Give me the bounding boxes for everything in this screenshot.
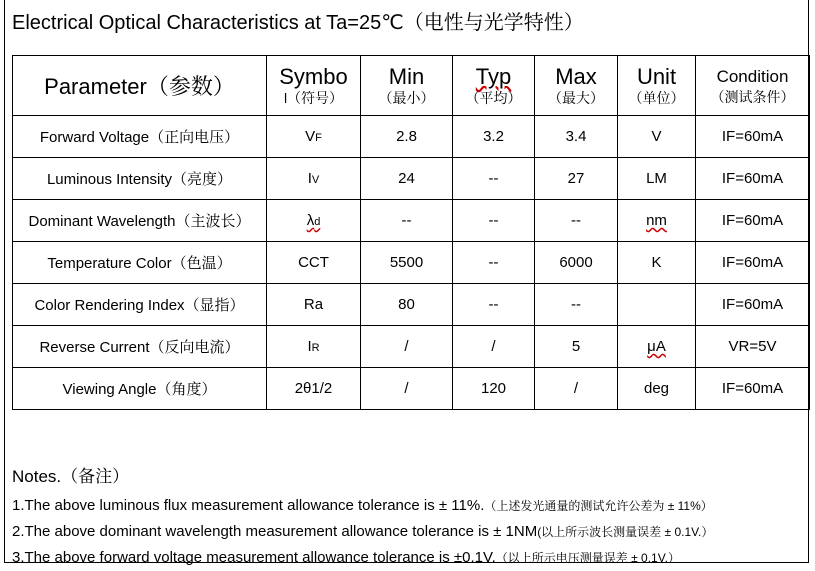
note-item: 3.The above forward voltage measurement allowance tolerance is ±0.1V.（以上所示电压测量误差 ± 0.1V.） xyxy=(12,549,680,566)
cell-typ: -- xyxy=(453,158,535,200)
cell-min: -- xyxy=(361,200,453,242)
table-header-row xyxy=(13,56,810,116)
cell-max: -- xyxy=(535,200,618,242)
cell-typ: -- xyxy=(453,200,535,242)
cell-condition: IF=60mA xyxy=(696,368,810,410)
cell-max: 27 xyxy=(535,158,618,200)
notes-title: Notes.（备注） xyxy=(12,467,130,486)
cell-parameter: Color Rendering Index（显指） xyxy=(13,284,267,326)
cell-condition: VR=5V xyxy=(696,326,810,368)
cell-parameter: Dominant Wavelength（主波长） xyxy=(13,200,267,242)
table-row xyxy=(13,158,810,200)
header-unit: Unit （单位） xyxy=(618,56,696,116)
cell-min: 2.8 xyxy=(361,116,453,158)
cell-typ: 3.2 xyxy=(453,116,535,158)
cell-parameter: Viewing Angle（角度） xyxy=(13,368,267,410)
notes-section xyxy=(12,462,713,571)
cell-unit: nm xyxy=(618,200,696,242)
cell-unit: V xyxy=(618,116,696,158)
cell-condition: IF=60mA xyxy=(696,116,810,158)
header-condition: Condition （测试条件） xyxy=(696,56,810,116)
header-typ: Typ （平均） xyxy=(453,56,535,116)
cell-symbol: VF xyxy=(267,116,361,158)
table-row xyxy=(13,242,810,284)
cell-max: 6000 xyxy=(535,242,618,284)
cell-condition: IF=60mA xyxy=(696,200,810,242)
cell-condition: IF=60mA xyxy=(696,284,810,326)
cell-parameter: Luminous Intensity（亮度） xyxy=(13,158,267,200)
table-row xyxy=(13,116,810,158)
page-title: Electrical Optical Characteristics at Ta=25℃（电性与光学特性） xyxy=(12,12,584,34)
cell-parameter: Reverse Current（反向电流） xyxy=(13,326,267,368)
header-symbol: Symbo l（符号） xyxy=(267,56,361,116)
table-row xyxy=(13,326,810,368)
note-item: 1.The above luminous flux measurement allowance tolerance is ± 11%.（上述发光通量的测试允许公差为 ± 11%） xyxy=(12,497,713,514)
note-item: 2.The above dominant wavelength measurement allowance tolerance is ± 1NM(以上所示波长测量误差 ± 0.1V.） xyxy=(12,523,714,540)
cell-symbol: CCT xyxy=(267,242,361,284)
cell-symbol: IR xyxy=(267,326,361,368)
cell-max: -- xyxy=(535,284,618,326)
cell-parameter: Temperature Color（色温） xyxy=(13,242,267,284)
cell-min: 80 xyxy=(361,284,453,326)
cell-unit: K xyxy=(618,242,696,284)
cell-parameter: Forward Voltage（正向电压） xyxy=(13,116,267,158)
cell-symbol: IV xyxy=(267,158,361,200)
header-parameter: Parameter（参数） xyxy=(13,56,267,116)
header-max: Max （最大） xyxy=(535,56,618,116)
cell-symbol: λd xyxy=(267,200,361,242)
cell-condition: IF=60mA xyxy=(696,242,810,284)
table-row xyxy=(13,368,810,410)
cell-min: 24 xyxy=(361,158,453,200)
cell-unit: LM xyxy=(618,158,696,200)
cell-typ: / xyxy=(453,326,535,368)
table-row xyxy=(13,284,810,326)
table-row xyxy=(13,200,810,242)
cell-max: / xyxy=(535,368,618,410)
cell-condition: IF=60mA xyxy=(696,158,810,200)
cell-max: 3.4 xyxy=(535,116,618,158)
characteristics-table xyxy=(12,55,810,410)
cell-min: / xyxy=(361,368,453,410)
cell-min: 5500 xyxy=(361,242,453,284)
cell-typ: -- xyxy=(453,284,535,326)
cell-symbol: 2θ1/2 xyxy=(267,368,361,410)
cell-typ: -- xyxy=(453,242,535,284)
cell-unit: μA xyxy=(618,326,696,368)
cell-typ: 120 xyxy=(453,368,535,410)
cell-unit: deg xyxy=(618,368,696,410)
header-min: Min （最小） xyxy=(361,56,453,116)
cell-unit xyxy=(618,284,696,326)
cell-max: 5 xyxy=(535,326,618,368)
cell-min: / xyxy=(361,326,453,368)
cell-symbol: Ra xyxy=(267,284,361,326)
